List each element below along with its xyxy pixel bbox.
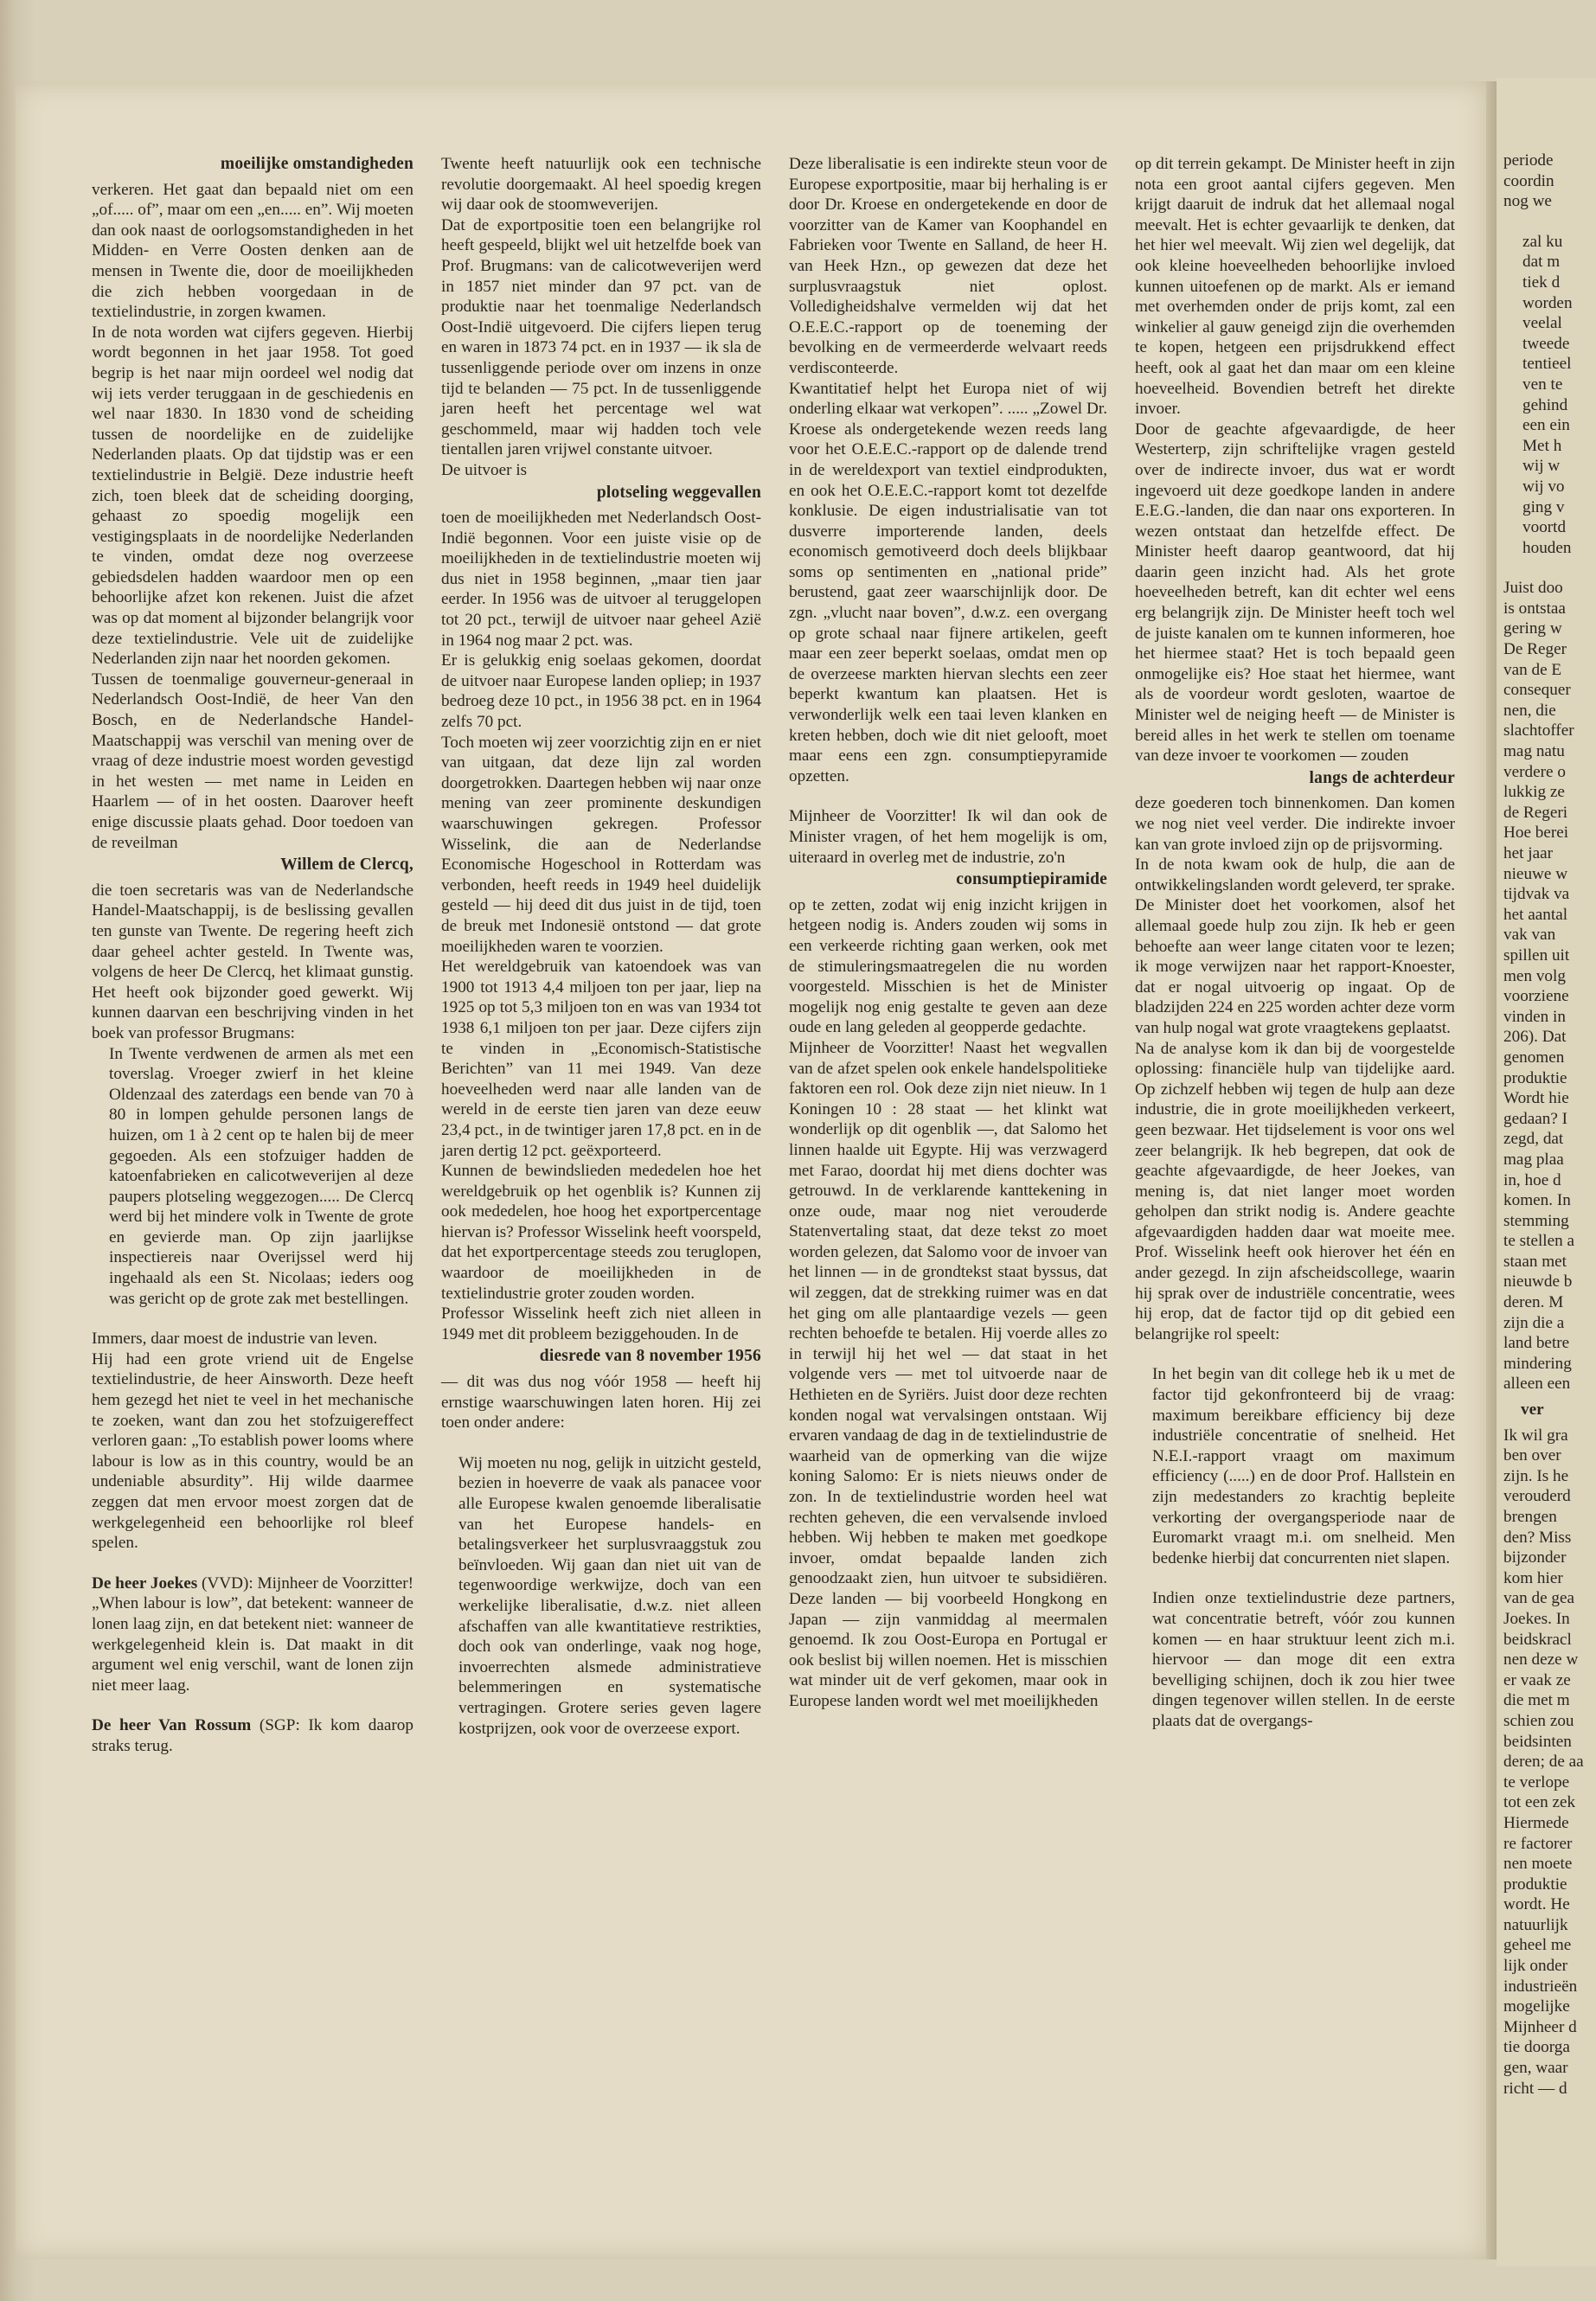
- speaker-name: De heer Joekes: [92, 1574, 198, 1593]
- subheading-willem-de-clercq: Willem de Clercq,: [280, 856, 413, 875]
- clipped-lines-group: [1503, 1426, 1596, 2099]
- spacer: [1503, 212, 1596, 232]
- clipped-text-line: coordin: [1503, 171, 1554, 190]
- clipped-text-line: den? Miss: [1503, 1528, 1572, 1547]
- clipped-text-line: Juist doo: [1503, 579, 1563, 598]
- clipped-text-line: is ontstaa: [1503, 599, 1566, 618]
- clipped-text-line: alleen een: [1503, 1375, 1571, 1394]
- clipped-text-line: deren. M: [1503, 1293, 1564, 1312]
- clipped-text-line: het aantal: [1503, 905, 1568, 924]
- clipped-text-line: tiek d: [1522, 272, 1561, 292]
- clipped-text-line: periode: [1503, 151, 1554, 170]
- clipped-text-line: mindering: [1503, 1354, 1572, 1373]
- clipped-text-line: geheel me: [1503, 1936, 1572, 1955]
- clipped-text-line: mogelijke: [1503, 1997, 1570, 2016]
- spacer: [1503, 558, 1596, 578]
- paragraph: Immers, daar moest de industrie van leven.: [92, 1330, 378, 1349]
- spacer: [92, 1309, 413, 1329]
- clipped-text-line: richt — d: [1503, 2079, 1567, 2098]
- column-2: [441, 154, 761, 1739]
- paragraph: deze goederen toch binnenkomen. Dan komen we nog niet veel verder. Die indirekte invoer kan van grote invloed zijn op de prijsvorming.: [1135, 794, 1455, 854]
- clipped-text-line: ging v: [1522, 497, 1565, 516]
- clipped-text-line: 206). Dat: [1503, 1028, 1567, 1047]
- paragraph: Deze liberalisatie is een indirekte steun voor de Europese exportpositie, maar bij herhaling is er door Dr. Kroese en ondergetekende en door de voorzitter van de Kamer van Koophandel en Fabrieken voor Twente en Salland, de heer H. van Heek Hzn., op gewezen dat deze het surplusvraagstuk niet oplost. Volledigheidshalve vermelden wij dat het O.E.E.C.-rapport op de toeneming der bevolking en de vermeerderde welvaart reeds verdisconteerde.: [789, 155, 1107, 377]
- speaker-paragraph: [92, 1715, 413, 1756]
- paragraph: In de nota worden wat cijfers gegeven. Hierbij wordt begonnen in het jaar 1958. Tot goed begrip is het naar mijn oordeel wel nodig dat wij iets verder teruggaan in de geschiedenis en wel naar 1830. In 1830 vond de scheiding tussen de noordelijke en de zuidelijke Nederlanden plaats. Op dat tijdstip was er een textielindustrie in België. Deze industrie heeft zich, toen bleek dat de scheiding doorging, gehaast zo spoedig mogelijk een vestigingsplaats in de noordelijke Nederlanden te vinden, omdat deze nog overzeese gebiedsdelen hadden waardoor men op een behoorlijke afzet kon rekenen. Juist die afzet was op dat moment al bijzonder belangrijk voor deze textielindustrie. Vele uit de zuidelijke Nederlanden zijn naar het noorden gekomen.: [92, 323, 413, 669]
- clipped-text-line: De Reger: [1503, 640, 1567, 659]
- paragraph: — dit was dus nog vóór 1958 — heeft hij ernstige waarschuwingen laten horen. Hij zei toen onder andere:: [441, 1373, 761, 1433]
- paragraph: op te zetten, zodat wij enig inzicht krijgen in hetgeen nodig is. Anders zouden wij soms in een verkeerde richting gaan werken, ook met de stimuleringsmaatregelen die nu worden voorgesteld. Misschien is het de Minister mogelijk nog enig gestalte te geven aan deze oude en lang geleden al geopperde gedachte.: [789, 895, 1107, 1037]
- clipped-text-line: bijzonder: [1503, 1548, 1567, 1567]
- clipped-text-line: lijk onder: [1503, 1957, 1568, 1976]
- clipped-text-line: schien zou: [1503, 1711, 1574, 1730]
- quote-text: Indien onze textielindustrie deze partners, wat concentratie betreft, vóór zou kunnen komen — en haar struktuur leent zich m.i. hiervoor — dan moge dit een extra bevelliging schijnen, doch ik zou hier twee dingen tegenover willen stellen. In de eerste plaats dat de overgangs-: [1152, 1589, 1455, 1730]
- clipped-text-line: kom hier: [1503, 1568, 1563, 1587]
- clipped-text-line: Ik wil gra: [1503, 1426, 1568, 1445]
- clipped-text-line: tot een zek: [1503, 1793, 1576, 1812]
- column-1-heading: moeilijke omstandigheden: [220, 155, 413, 173]
- clipped-text-line: vinden in: [1503, 1007, 1566, 1026]
- spacer: [92, 1695, 413, 1715]
- clipped-text-line: nog we: [1503, 192, 1552, 211]
- clipped-text-line: nen deze w: [1503, 1650, 1579, 1670]
- clipped-text-line: tie doorga: [1503, 2038, 1570, 2057]
- clipped-text-line: beidsinten: [1503, 1732, 1572, 1751]
- clipped-text-line: te verlope: [1503, 1772, 1570, 1791]
- clipped-lines-group: [1503, 151, 1596, 212]
- clipped-text-line: tentieel: [1522, 355, 1572, 374]
- clipped-text-line: ven te: [1522, 375, 1563, 394]
- clipped-text-line: nen, die: [1503, 701, 1556, 720]
- spacer: [1152, 1568, 1455, 1588]
- paragraph: verkeren. Het gaat dan bepaald niet om een „of..... of”, maar om een „en..... en”. Wij moeten dan ook naast de oorlogsomstandigheden in het Midden- en Verre Oosten denken aan de mensen in Twente die, door de moeilijkheden die zich hebben voorgedaan in de textielindustrie, in zorgen kwamen.: [92, 180, 413, 322]
- clipped-text-line: mag natu: [1503, 742, 1565, 761]
- clipped-text-line: gen, waar: [1503, 2059, 1568, 2078]
- speaker-text: (SGP: Ik kom daarop straks terug.: [92, 1716, 413, 1755]
- speaker-text: (VVD): Mijnheer de Voorzitter! „When labour is low”, dat betekent: wanneer de lonen laag zijn, en dat betekent niet: wanneer de werkgelegenheid klein is. Dat maakt in dit argument wel enig verschil, want de lonen zijn niet meer laag.: [92, 1574, 414, 1695]
- clipped-text-line: wordt. He: [1503, 1895, 1570, 1914]
- paragraph: Mijnheer de Voorzitter! Naast het wegvallen van de afzet spelen ook enkele handelspolitieke faktoren een rol. Ook deze zijn niet nieuw. In 1 Koningen 10 : 28 staat — het klinkt wat wonderlijk op dit ogenblik —, dat Salomo het linnen haalde uit Egypte. Hij was verzwagerd met Farao, doordat hij met diens dochter was getrouwd. In de verklarende kanttekening in onze oude, maar nog niet verouderde Statenvertaling staat, dat deze tekst zo moet worden gelezen, dat Salomo voor de invoer van het linnen — in de grondtekst staat byssus, dat wil zeggen, dat de strekking ruimer was en dat het ging om alle plantaardige vezels — geen rechten behoefde te betalen. Hij voerde alles zo in terwijl hij het wel — dat staat in het volgende vers — met tol uitvoerde naar de Hethieten en de Syriërs. Juist door deze rechten konden nogal wat vervalsingen ontstaan. Wij ervaren vandaag de dag in de textielindustrie de waarheid van de opmerking van die wijze koning Salomo: Er is niets nieuws onder de zon. In de textielindustrie worden heel wat rechten geheven, die een vervalsende invloed hebben. Wij hebben te maken met goedkope invoer, omdat bepaalde landen zich genoodzaakt zien, hun uitvoer te subsidiëren. Deze landen — bij voorbeeld Hongkong en Japan — zijn vanmiddag al meermalen genoemd. Ik zou Oost-Europa en Portugal er ook beslist bij willen noemen. Het is misschien wat minder uit de verf gekomen, maar ook in Europese landen wordt wel met moeilijkheden: [789, 1038, 1107, 1710]
- paragraph: Het wereldgebruik van katoendoek was van 1900 tot 1913 4,4 miljoen ton per jaar, liep na 1925 op tot 5,3 miljoen ton en was van 1934 tot 1938 6,1 miljoen ton per jaar. Deze cijfers zijn te vinden in „Economisch-Statistische Berichten” van 11 mei 1949. Van deze hoeveelheden werd naar alle landen van de wereld in de eerste tien jaren van deze eeuw 23,4 pct., in de twintiger jaren 17,8 pct. en in de jaren dertig 12 pct. geëxporteerd.: [441, 958, 761, 1160]
- clipped-text-line: tijdvak va: [1503, 885, 1570, 904]
- clipped-text-line: beidskracl: [1503, 1630, 1572, 1649]
- clipped-text-line: Mijnheer d: [1503, 2017, 1577, 2036]
- paragraph: Er is gelukkig enig soelaas gekomen, doordat de uitvoer naar Europese landen opliep; in 1937 bedroeg deze 10 pct., in 1956 38 pct. en in 1964 zelfs 70 pct.: [441, 651, 761, 732]
- subheading-langs-de-achterdeur: langs de achterdeur: [1309, 768, 1455, 787]
- clipped-text-line: verouderd: [1503, 1487, 1571, 1506]
- clipped-text-line: nen moete: [1503, 1855, 1573, 1874]
- clipped-text-line: zijn. Is he: [1503, 1466, 1569, 1485]
- clipped-text-line: genomen: [1503, 1048, 1565, 1067]
- column-4: [1135, 154, 1455, 1732]
- quote-text: In het begin van dit college heb ik u met de factor tijd gekonfronteerd bij de vraag: maximum bereikbare efficiency bij deze industriële concentratie of snelheid. Het N.E.I.-rapport vraagt om maximum efficiency (.....) en de door Prof. Hallstein en zijn medestanders zo krachtig bepleite verkorting der overgangsperiode naar de Euromarkt vraagt m.i. om snelheid. Men bedenke hierbij dat concurrenten niet slapen.: [1152, 1365, 1455, 1567]
- clipped-text-line: deren; de aa: [1503, 1753, 1584, 1772]
- clipped-text-line: mag plaa: [1503, 1150, 1564, 1169]
- clipped-text-line: een ein: [1522, 416, 1570, 435]
- spacer: [92, 1554, 413, 1574]
- clipped-text-line: land betre: [1503, 1334, 1570, 1353]
- clipped-text-line: Met h: [1522, 436, 1562, 455]
- clipped-text-line: de Regeri: [1503, 803, 1568, 822]
- clipped-text-line: wij w: [1522, 457, 1561, 476]
- clipped-text-line: worden: [1522, 293, 1573, 312]
- clipped-text-line: Hiermede: [1503, 1813, 1569, 1832]
- clipped-text-line: Joekes. In: [1503, 1609, 1570, 1628]
- quote-text: Wij moeten nu nog, gelijk in uitzicht gesteld, bezien in hoeverre de vaak als panacee voor alle Europese kwalen genoemde liberalisatie van het Europese handels- en betalingsverkeer het surplusvraaggstuk zou beïnvloeden. Wij gaan dan niet uit van de tegenwoordige werkwijze, doch van een werkelijke liberalisatie, d.w.z. niet alleen afschaffen van alle kwantitatieve restrikties, doch ook van onderlinge, vaak nog hoge, invoerrechten alsmede administratieve belemmeringen en systematische vertragingen. Grotere series geven lagere kostprijzen, ook voor de overzeese export.: [458, 1453, 761, 1738]
- paragraph: Dat de exportpositie toen een belangrijke rol heeft gespeeld, blijkt wel uit hetzelfde boek van Prof. Brugmans: van de calicotweverijen werd in 1857 niet minder dan 97 pct. van de produktie naar het toenmalige Nederlandsch Oost-Indië uitgevoerd. Die cijfers liepen terug en waren in 1873 74 pct. en in 1937 — ik sla de tussenliggende periode over om inzens in onze tijd te belanden — 75 pct. In de tussenliggende jaren heeft het percentage wel wat geschommeld, maar wij hadden toch vele tientallen jaren vrijwel constante uitvoer.: [441, 215, 761, 459]
- clipped-text-line: dat m: [1522, 253, 1561, 272]
- paragraph: Toch moeten wij zeer voorzichtig zijn en er niet van uitgaan, dat deze lijn zal worden doorgetrokken. Daartegen hebben wij naar onze mening van zeer prominente deskundigen waarschuwingen gekregen. Professor Wisselink, die aan de Nederlandse Economische Hogeschool in Rotterdam was verbonden, heeft reeds in 1949 heel duidelijk gesteld — hij deed dit dus juist in de tijd, toen de breuk met Indonesië ontstond — dat grote moeilijkheden waren te voorzien.: [441, 733, 761, 956]
- clipped-text-line: zegd, dat: [1503, 1130, 1564, 1149]
- clipped-text-line: Wordt hie: [1503, 1089, 1569, 1108]
- paragraph: Kwantitatief helpt het Europa niet of wij onderling elkaar wat verkopen”. ..... „Zowel Dr. Kroese als ondergetekende wezen reeds lang voor het O.E.E.C.-rapport op de dalende trend in de wereldexport van textiel eindprodukten, en ook het O.E.E.C.-rapport komt tot dezelfde konklusie. De eigen industrialisatie van tot dusverre importerende landen, deels economisch gemotiveerd doch deels blijkbaar soms op sentimenten en „national pride” berustend, gaat zeer waarschijnlijk door. De zgn. „vlucht naar boven”, d.w.z. een overgang op grote schaal naar fijnere artikelen, geeft maar een zeer beperkt soelaas, omdat men op de overzeese markten hiervan slechts een zeer beperkt kwantum kan plaatsen. Het is verwonderlijk welk een taai leven klanken en kreten hebben, doch wie dit niet gelooft, moet maar eens een zgn. consumptiepyramide opzetten.: [789, 379, 1107, 785]
- clipped-text-line: produktie: [1503, 1875, 1567, 1894]
- paragraph: Na de analyse kom ik dan bij de voorgestelde oplossing: financiële hulp van tijdelijke aard. Op zichzelf hebben wij tegen de hulp aan deze industrie, die in grote moeilijkheden verkeert, geen bezwaar. Het tijdselement is voor ons wel zeer belangrijk. Ik heb begrepen, dat ook de geachte afgevaardigde, de heer Joekes, van mening is, dat niet langer moet worden geholpen dan strikt nodig is. Andere geachte afgevaardigden hadden daar wat moeite mee. Prof. Wisselink heeft ook hierover het één en ander gezegd. In zijn afscheidscollege, waarin hij sprak over de industriële concentratie, wees hij erop, dat de factor tijd op dit gebied een belangrijke rol speelt:: [1135, 1039, 1455, 1343]
- clipped-text-line: zijn die a: [1503, 1313, 1565, 1332]
- clipped-text-line: nieuwe w: [1503, 864, 1568, 883]
- quotation-wisselink: [458, 1453, 761, 1739]
- column-5-clipped: [1503, 151, 1596, 2099]
- subheading-plotseling-weggevallen: plotseling weggevallen: [596, 483, 761, 502]
- page-fold-edge: [1486, 81, 1497, 2259]
- quote-text: In Twente verdwenen de armen als met een toverslag. Vroeger zwierf in het kleine Oldenzaal des zaterdags een bende van 70 à 80 in lompen gehulde personen langs de huizen, om 1 à 2 cent op te halen bij de meer gegoeden. Als een stofzuiger hadden de katoenfabrieken en calicotweverijen al deze paupers plotseling weggezogen..... De Clercq werd bij het mindere volk in Twente de grote en gevierde man. Op zijn jaarlijkse inspectiereis naar Overijssel werd hij ingehaald als een St. Nicolaas; ieders oog was gericht op de grote zak met bestellingen.: [109, 1044, 413, 1308]
- clipped-text-line: ben over: [1503, 1446, 1561, 1465]
- paragraph: toen de moeilijkheden met Nederlandsch Oost-Indië begonnen. Voor een juiste visie op de moeilijkheden in de textielindustrie moeten wij dus niet in 1958 beginnen, „maar tien jaar eerder. In 1956 was de uitvoer al teruggelopen tot 20 pct., terwijl de uitvoer naar geheel Azië in 1964 nog maar 2 pct. was.: [441, 509, 761, 650]
- clipped-text-line: vak van: [1503, 926, 1556, 945]
- clipped-text-line: het jaar: [1503, 844, 1553, 862]
- clipped-text-line: verdere o: [1503, 762, 1566, 781]
- clipped-text-line: Hoe berei: [1503, 824, 1569, 843]
- clipped-text-line: produktie: [1503, 1068, 1567, 1087]
- clipped-subheading: ver: [1521, 1400, 1544, 1420]
- clipped-text-line: consequer: [1503, 681, 1571, 700]
- spacer: [1135, 1344, 1455, 1364]
- quotation-brugmans: [109, 1044, 413, 1310]
- clipped-text-line: voorziene: [1503, 987, 1569, 1006]
- clipped-text-line: tweede: [1522, 334, 1570, 353]
- clipped-text-line: er vaak ze: [1503, 1670, 1571, 1689]
- clipped-text-line: van de gea: [1503, 1589, 1575, 1608]
- paragraph: Hij had een grote vriend uit de Engelse textielindustrie, de heer Ainsworth. Deze heeft hem gezegd het niet te veel in het mechanische te zoeken, want dan zou het stofzuigereffect verloren gaan: „To establish power looms where labour is low as in this country, would be an undeniable absurdity”. Hij wilde daarmee zeggen dat men ervoor moest zorgen dat de werkgelegenheid een behoorlijke rol bleef spelen.: [92, 1349, 413, 1553]
- paragraph: In de nota kwam ook de hulp, die aan de ontwikkelingslanden wordt geleverd, ter sprake. De Minister doet het voorkomen, alsof het allemaal goede hulp zou zijn. Ik heb er geen behoefte aan weer lange citaten voor te lezen; ik moge verwijzen naar het rapport-Knoester, dat er nogal uitvoerig op ingaat. Op de bladzijden 224 en 225 worden achter deze vorm van hulp nogal wat grote vraagtekens geplaatst.: [1135, 856, 1455, 1037]
- clipped-text-line: voortd: [1522, 518, 1567, 537]
- clipped-text-line: gering w: [1503, 619, 1562, 638]
- paragraph: Twente heeft natuurlijk ook een technische revolutie doorgemaakt. Al heel spoedig kregen wij daar ook de stoomweverijen.: [441, 155, 761, 215]
- subheading-diesrede: diesrede van 8 november 1956: [539, 1347, 761, 1366]
- paragraph: Kunnen de bewindslieden mededelen hoe het wereldgebruik op het ogenblik is? Kunnen zij ook mededelen, hoe hoog het exportpercentage hiervan is? Professor Wisselink heeft voorspeld, dat het exportpercentage steeds zou teruglopen, waardoor de moeilijkheden in de textielindustrie groter zouden worden.: [441, 1162, 761, 1303]
- paragraph: Mijnheer de Voorzitter! Ik wil dan ook de Minister vragen, of het hem mogelijk is om, uiteraard in overleg met de industrie, zo'n: [789, 807, 1107, 867]
- clipped-text-line: gedaan? I: [1503, 1109, 1568, 1128]
- clipped-text-line: re factorer: [1503, 1834, 1573, 1853]
- spacer: [441, 1433, 761, 1453]
- paragraph: Tussen de toenmalige gouverneur-generaal in Nederlandsch Oost-Indië, de heer Van den Bosch, en de Nederlandsche Handel-Maatschappij was verschil van mening over de vraag of deze industrie moest worden gevestigd in het westen — met name in Leiden en Haarlem — of in het oosten. Daarover heeft enige discussie plaats gehad. Door toedoen van de reveilman: [92, 670, 413, 852]
- clipped-text-line: natuurlijk: [1503, 1915, 1568, 1934]
- clipped-text-line: veelal: [1522, 314, 1562, 333]
- subheading-consumptiepiramide: consumptiepiramide: [956, 870, 1107, 889]
- paragraph: De uitvoer is: [441, 460, 528, 479]
- speaker-paragraph: [92, 1574, 413, 1696]
- clipped-text-line: die met m: [1503, 1691, 1570, 1710]
- paragraph: Door de geachte afgevaardigde, de heer Westerterp, zijn schriftelijke vragen gesteld over de indirecte invoer, dus wat er wordt ingevoerd uit deze goedkope landen in andere E.E.G.-landen, die dan naar ons exporteren. In wezen ontstaat dan hetzelfde effect. De Minister heeft daarop geantwoord, dat hij daarin geen inzicht had. Als het grote hoeveelheden betreft, kan dit echter wel eens erg belangrijk zijn. De Minister heeft toch wel de juiste kanalen om te kunnen informeren, hoe het hiermee staat? Het is toch bepaald geen onmogelijke eis? Hoe staat het hiermee, want als de voordeur wordt gesloten, waartoe de Minister wel de neiging heeft — de Minister is bereid alles in het werk te stellen om toename van deze invoer te voorkomen — zouden: [1135, 420, 1455, 766]
- clipped-text-line: men volg: [1503, 966, 1566, 985]
- paragraph: op dit terrein gekampt. De Minister heeft in zijn nota een groot aantal cijfers gegeven. Men krijgt daaruit de indruk dat het allemaal nogal meevalt. Het is echter gevaarlijk te denken, dat het hier wel meevalt. Wij zien wel degelijk, dat ook kleine hoeveelheden behoorlijke invloed kunnen uitoefenen op de markt. Als er iemand met overhemden onder de prijs komt, zal een winkelier al gauw geneigd zijn die overhemden te kopen, hetgeen een prijsdrukkend effect heeft, ook al gaat het dan maar om een kleine hoeveelheid. Bovendien betreft het direkte invoer.: [1135, 155, 1455, 419]
- clipped-text-line: komen. In: [1503, 1191, 1571, 1210]
- clipped-text-line: stemming: [1503, 1211, 1569, 1230]
- speaker-name: De heer Van Rossum: [92, 1716, 252, 1735]
- clipped-text-line: staan met: [1503, 1252, 1567, 1271]
- clipped-text-line: slachtoffer: [1503, 721, 1574, 740]
- clipped-text-line: spillen uit: [1503, 945, 1570, 965]
- paragraph: die toen secretaris was van de Nederlandsche Handel-Maatschappij, is de beslissing gevallen ten gunste van Twente. De regering heeft zich daar geheel achter gesteld. In Twente was, volgens de heer De Clercq, het klimaat gunstig. Het heeft ook bijzonder goed gewerkt. Wij kunnen daarvan een beschrijving vinden in het boek van professor Brugmans:: [92, 881, 413, 1042]
- spacer: [789, 786, 1107, 806]
- clipped-text-line: te stellen a: [1503, 1232, 1575, 1251]
- column-3: [789, 154, 1107, 1712]
- column-1: [92, 154, 413, 1757]
- clipped-text-line: houden: [1522, 538, 1572, 557]
- clipped-text-line: industrieën: [1503, 1977, 1578, 1996]
- clipped-text-line: zal ku: [1522, 232, 1563, 251]
- quotation-afscheidscollege: [1152, 1364, 1455, 1731]
- clipped-text-line: wij vo: [1522, 477, 1565, 496]
- paragraph: Professor Wisselink heeft zich niet alleen in 1949 met dit probleem beziggehouden. In de: [441, 1304, 761, 1343]
- clipped-lines-group: [1503, 578, 1596, 1394]
- clipped-text-line: lukkig ze: [1503, 783, 1565, 802]
- clipped-text-line: gehind: [1522, 395, 1568, 414]
- clipped-text-line: brengen: [1503, 1508, 1557, 1526]
- clipped-text-line: nieuwde b: [1503, 1272, 1573, 1292]
- clipped-text-line: in, hoe d: [1503, 1170, 1561, 1189]
- clipped-text-line: van de E: [1503, 660, 1562, 679]
- clipped-lines-group: [1503, 232, 1596, 559]
